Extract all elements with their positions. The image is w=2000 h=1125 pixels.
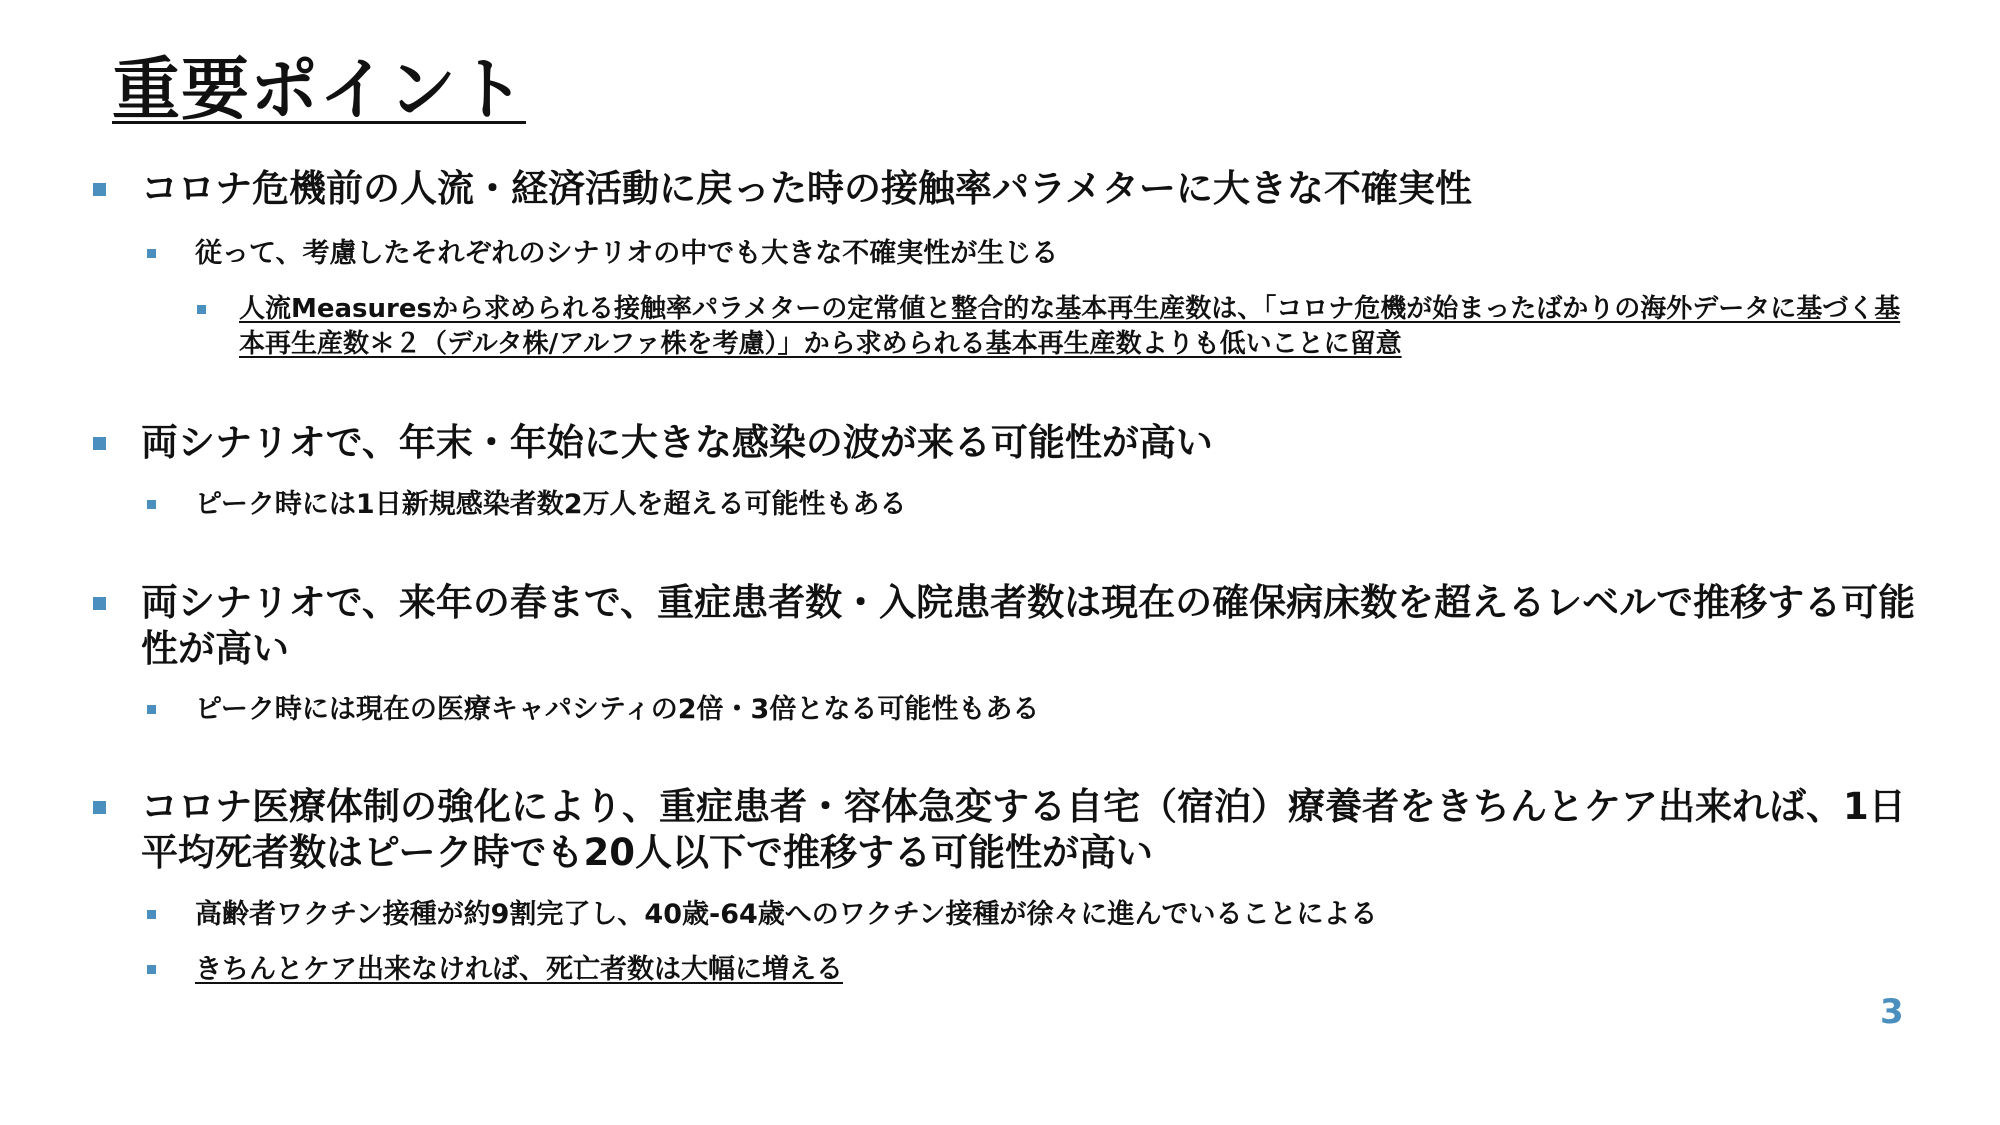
square-bullet-icon [197, 305, 206, 314]
square-bullet-icon [93, 597, 106, 610]
square-bullet-icon [147, 965, 156, 974]
point-3-sub-1-text: ピーク時には現在の医療キャパシティの2倍・3倍となる可能性もある [195, 694, 1040, 725]
point-4-sub-1 [147, 897, 1917, 933]
square-bullet-icon [93, 437, 106, 450]
point-1-sub-1 [147, 236, 1917, 272]
point-2-text: 両シナリオで、年末・年始に大きな感染の波が来る可能性が高い [141, 421, 1213, 464]
point-1-sub-1-text: 従って、考慮したそれぞれのシナリオの中でも大きな不確実性が生じる [195, 238, 1059, 269]
point-4 [93, 784, 1923, 876]
point-1-note-text: 人流Measuresから求められる接触率パラメターの定常値と整合的な基本再生産数は、「コロナ危機が始まったばかりの海外データに基づく基本再生産数＊２（デルタ株/アルファ株を考慮）」から求められる基本再生産数よりも低いことに留意 [239, 294, 1901, 359]
point-2 [93, 420, 1923, 466]
square-bullet-icon [147, 705, 156, 714]
point-4-sub-1-text: 高齢者ワクチン接種が約9割完了し、40歳-64歳へのワクチン接種が徐々に進んでいることによる [195, 899, 1378, 930]
square-bullet-icon [147, 249, 156, 258]
point-4-text: コロナ医療体制の強化により、重症患者・容体急変する自宅（宿泊）療養者をきちんとケア出来れば、1日平均死者数はピーク時でも20人以下で推移する可能性が高い [141, 785, 1906, 874]
point-1 [93, 166, 1923, 212]
square-bullet-icon [147, 910, 156, 919]
point-1-sub-1-note [197, 292, 1917, 362]
point-2-sub-1-text: ピーク時には1日新規感染者数2万人を超える可能性もある [195, 489, 907, 520]
point-3-sub-1 [147, 692, 1917, 728]
slide-title: 重要ポイント [112, 51, 527, 130]
page-number: 3 [1880, 992, 1904, 1032]
square-bullet-icon [147, 500, 156, 509]
square-bullet-icon [93, 801, 106, 814]
point-1-text: コロナ危機前の人流・経済活動に戻った時の接触率パラメターに大きな不確実性 [141, 167, 1472, 210]
point-4-sub-2-text: きちんとケア出来なければ、死亡者数は大幅に増える [195, 954, 843, 985]
point-2-sub-1 [147, 487, 1917, 523]
point-3-text: 両シナリオで、来年の春まで、重症患者数・入院患者数は現在の確保病床数を超えるレベルで推移する可能性が高い [141, 581, 1916, 670]
point-3 [93, 580, 1923, 672]
point-4-sub-2 [147, 952, 1917, 988]
square-bullet-icon [93, 183, 106, 196]
